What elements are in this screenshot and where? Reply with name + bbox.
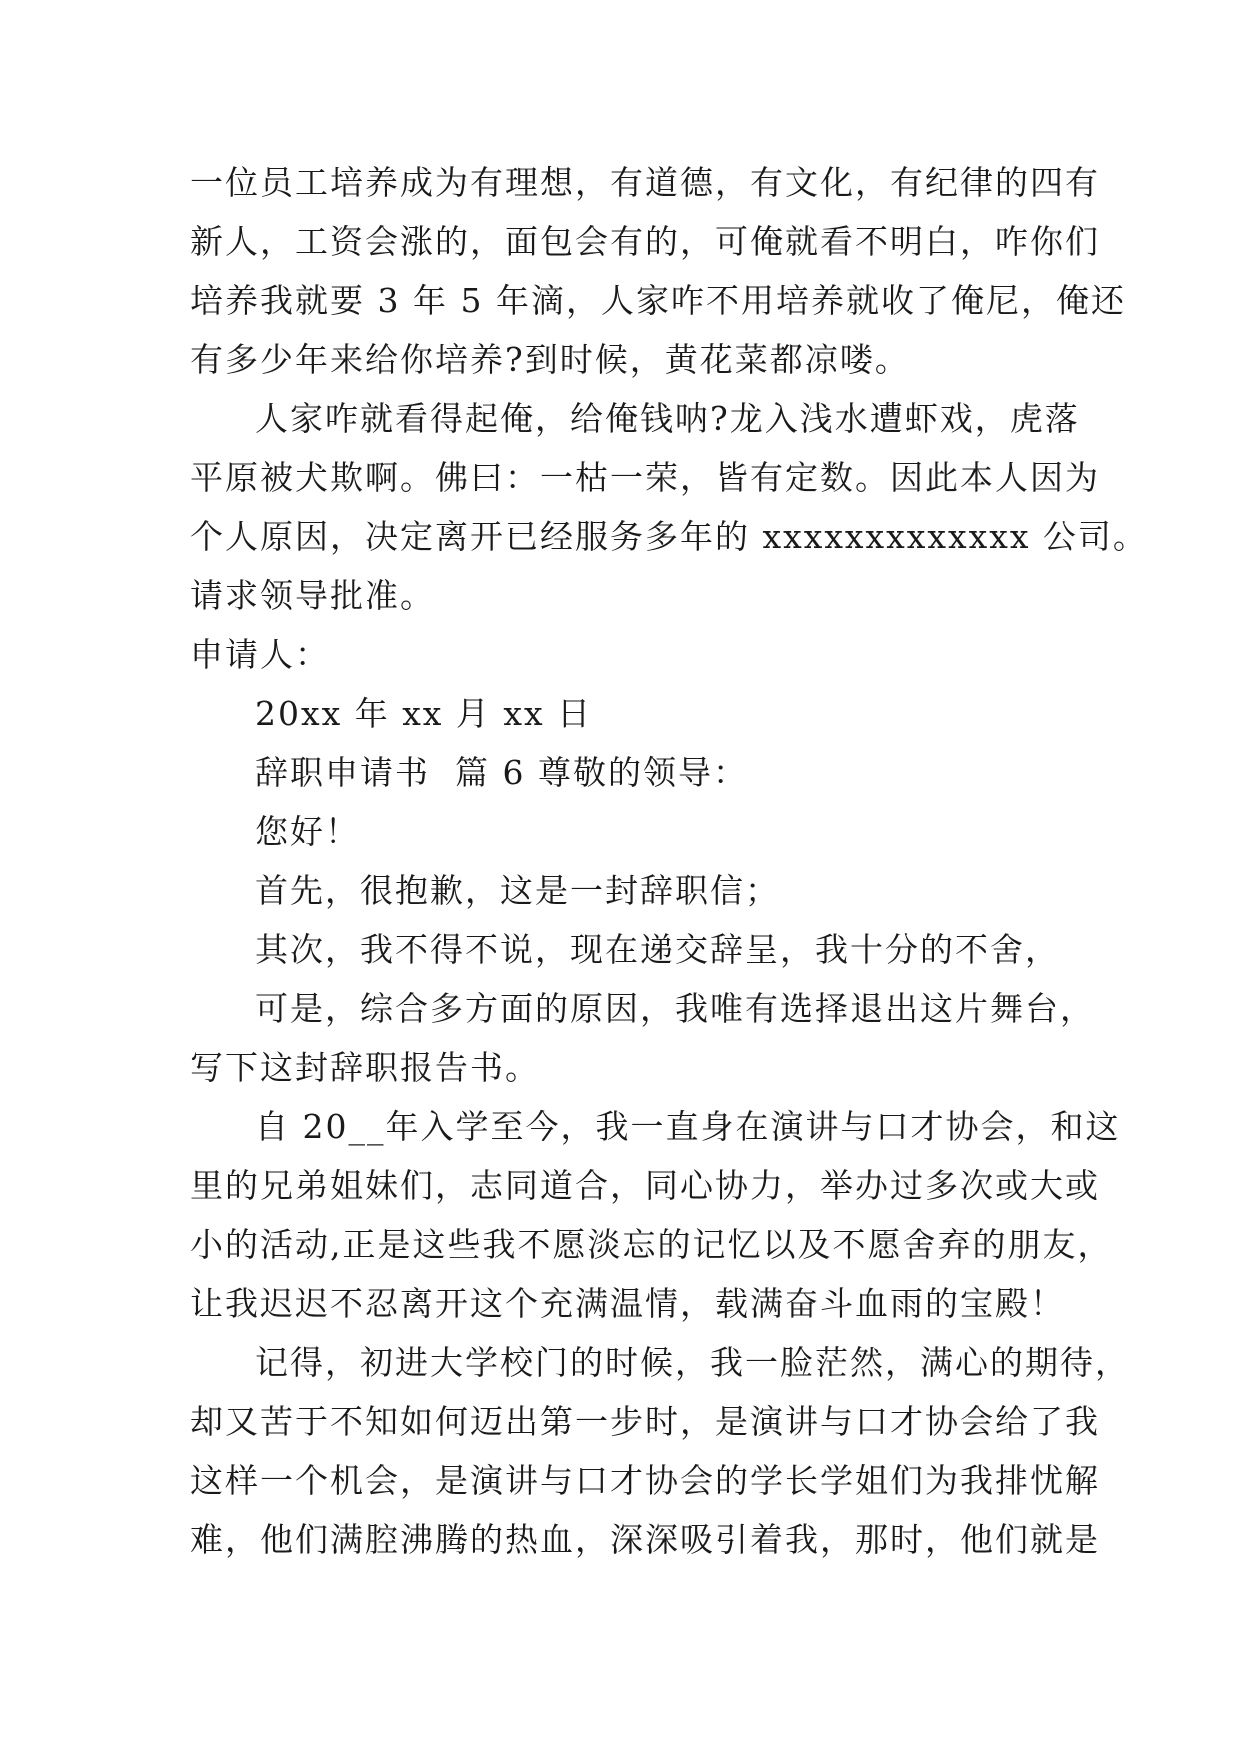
text-line: 里的兄弟姐妹们，志同道合，同心协力，举办过多次或大或 [190, 1166, 1100, 1205]
date-line: 20xx 年 xx 月 xx 日 [255, 694, 593, 733]
text-line: 有多少年来给你培养?到时候，黄花菜都凉喽。 [190, 340, 910, 379]
section-heading: 辞职申请书 篇 6 尊敬的领导： [255, 753, 748, 792]
text-line: 这样一个机会，是演讲与口才协会的学长学姐们为我排忧解 [190, 1461, 1100, 1500]
paragraph-start-line: 自 20__年入学至今，我一直身在演讲与口才协会，和这 [255, 1107, 1121, 1146]
text-line: 却又苦于不知如何迈出第一步时，是演讲与口才协会给了我 [190, 1402, 1100, 1441]
text-line: 小的活动,正是这些我不愿淡忘的记忆以及不愿舍弃的朋友， [190, 1225, 1113, 1264]
paragraph-start-line: 记得，初进大学校门的时候，我一脸茫然，满心的期待， [255, 1343, 1130, 1382]
text-line: 让我迟迟不忍离开这个充满温情，载满奋斗血雨的宝殿！ [190, 1284, 1065, 1323]
paragraph-start-line: 可是，综合多方面的原因，我唯有选择退出这片舞台， [255, 989, 1095, 1028]
text-line: 平原被犬欺啊。佛曰：一枯一荣，皆有定数。因此本人因为 [190, 458, 1100, 497]
paragraph-start-line: 人家咋就看得起俺，给俺钱呐?龙入浅水遭虾戏，虎落 [255, 399, 1080, 438]
text-line: 新人，工资会涨的，面包会有的，可俺就看不明白，咋你们 [190, 222, 1100, 261]
greeting-line: 您好！ [255, 812, 360, 851]
applicant-label: 申请人： [190, 635, 330, 674]
paragraph-start-line: 其次，我不得不说，现在递交辞呈，我十分的不舍， [255, 930, 1060, 969]
text-line: 写下这封辞职报告书。 [190, 1048, 540, 1087]
text-line: 一位员工培养成为有理想，有道德，有文化，有纪律的四有 [190, 163, 1100, 202]
text-line: 培养我就要 3 年 5 年滴，人家咋不用培养就收了俺尼，俺还 [190, 281, 1126, 320]
text-line: 请求领导批准。 [190, 576, 435, 615]
text-line: 个人原因，决定离开已经服务多年的 xxxxxxxxxxxxx 公司。 [190, 517, 1148, 556]
text-line: 难，他们满腔沸腾的热血，深深吸引着我，那时，他们就是 [190, 1520, 1100, 1559]
paragraph-start-line: 首先，很抱歉，这是一封辞职信； [255, 871, 780, 910]
